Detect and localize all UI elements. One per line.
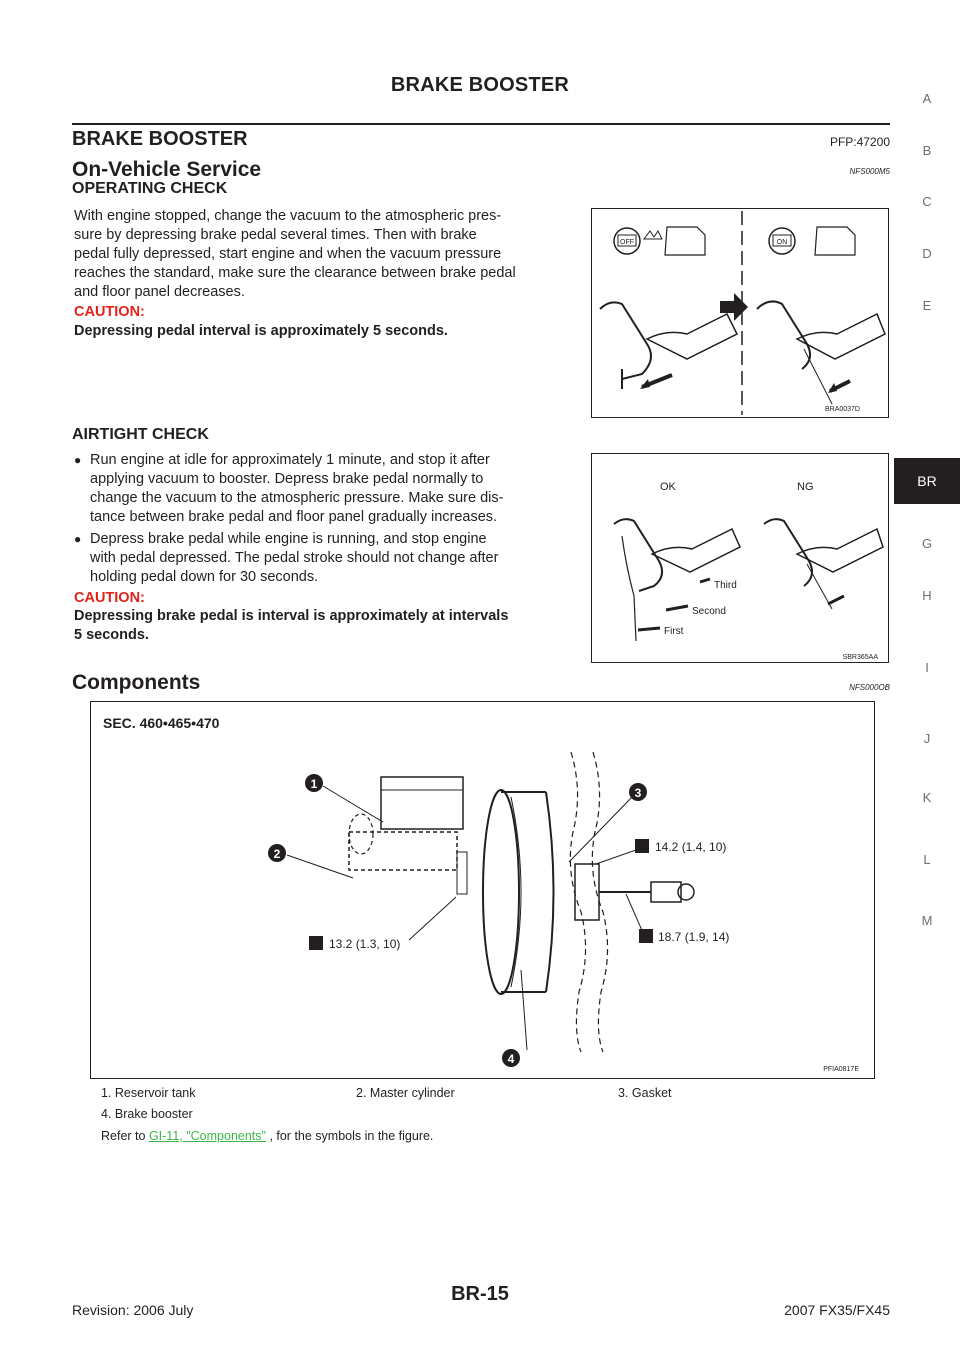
sec-label: SEC. 460•465•470 (103, 715, 220, 731)
text-line: sure by depressing brake pedal several times. Then with brake (74, 227, 477, 243)
text-line: 5 seconds. (74, 627, 149, 643)
torque-label-3: 18.7 (1.9, 14) (658, 930, 730, 944)
text-line: with pedal depressed. The pedal stroke should not change after (90, 550, 499, 566)
side-tab-m[interactable]: M (921, 913, 933, 928)
text-line: Depress brake pedal while engine is running, and stop engine (90, 531, 487, 547)
side-tab-h[interactable]: H (922, 588, 932, 603)
operating-check-figure (591, 208, 889, 418)
legend-item-3: 3. Gasket (618, 1086, 672, 1100)
on-label: ON (776, 239, 788, 246)
pfp-code: PFP:47200 (829, 135, 890, 149)
callout-3: 3 (634, 786, 642, 800)
side-tab-b[interactable]: B (922, 143, 932, 158)
caution-text (74, 607, 582, 645)
bullet-icon: ● (74, 532, 82, 546)
page-number: BR-15 (451, 1283, 509, 1305)
caution-text: Depressing pedal interval is approximately 5 seconds. (74, 323, 448, 339)
side-tab-j[interactable]: J (923, 731, 931, 746)
airtight-check-title: AIRTIGHT CHECK (72, 426, 209, 443)
ok-label: OK (660, 481, 676, 493)
ng-label: NG (797, 481, 814, 493)
text-line: reaches the standard, make sure the clearance between brake pedal (74, 265, 516, 281)
side-tab-e[interactable]: E (922, 298, 932, 313)
side-tab-a[interactable]: A (922, 91, 932, 106)
text-line: With engine stopped, change the vacuum to the atmospheric pres- (74, 208, 502, 224)
bullet-icon: ● (74, 453, 82, 467)
figure-id: PFIA0817E (823, 1066, 859, 1073)
legend-item-2: 2. Master cylinder (356, 1086, 455, 1100)
text-line: Depressing brake pedal is interval is approximately at intervals (74, 608, 509, 624)
third-label: Third (714, 580, 737, 591)
torque-label-2: 13.2 (1.3, 10) (329, 937, 401, 951)
side-tab-i[interactable]: I (925, 660, 929, 675)
text-line: change the vacuum to the atmospheric pressure. Make sure dis- (90, 490, 504, 506)
side-tab-d[interactable]: D (922, 246, 932, 261)
callout-2: 2 (273, 847, 281, 861)
refer-suffix: , for the symbols in the figure. (265, 1129, 434, 1143)
text-line: holding pedal down for 30 seconds. (90, 569, 319, 585)
caution-label: CAUTION: (74, 590, 145, 606)
caution-label: CAUTION: (74, 304, 145, 320)
footer-model: 2007 FX35/FX45 (784, 1302, 890, 1318)
text-line: and floor panel decreases. (74, 284, 245, 300)
figure-id: BRA0037D (824, 406, 860, 413)
operating-check-title: OPERATING CHECK (72, 180, 228, 197)
footer-revision: Revision: 2006 July (72, 1302, 194, 1318)
pedal-illustration (592, 209, 888, 417)
pedal-stroke-illustration (592, 454, 888, 662)
text-line: Run engine at idle for approximately 1 minute, and stop it after (90, 452, 490, 468)
components-code: NFS000OB (849, 683, 890, 692)
torque-label-1: 14.2 (1.4, 10) (655, 840, 727, 854)
components-reference-link[interactable]: GI-11, "Components" (148, 1129, 266, 1143)
text-line: pedal fully depressed, start engine and when the vacuum pressure (74, 246, 502, 262)
off-label: OFF (620, 239, 634, 246)
first-label: First (664, 626, 684, 637)
components-title: Components (72, 671, 201, 694)
side-tab-c[interactable]: C (922, 194, 932, 209)
text-line: tance between brake pedal and floor panel gradually increases. (90, 509, 498, 525)
legend-item-4: 4. Brake booster (101, 1107, 193, 1121)
legend-item-1: 1. Reservoir tank (101, 1086, 196, 1100)
on-vehicle-code: NFS000M5 (849, 167, 890, 176)
components-figure (90, 701, 875, 1079)
refer-note (101, 1129, 433, 1143)
text-line: applying vacuum to booster. Depress brake pedal normally to (90, 471, 484, 487)
airtight-check-figure (591, 453, 889, 663)
side-tab-g[interactable]: G (921, 536, 933, 551)
airtight-bullet-2 (74, 530, 582, 587)
second-label: Second (692, 606, 726, 617)
side-tab-k[interactable]: K (922, 790, 932, 805)
side-tab-l[interactable]: L (923, 852, 931, 867)
refer-prefix: Refer to (101, 1129, 149, 1143)
callout-1: 1 (310, 777, 318, 791)
airtight-bullet-1 (74, 451, 582, 527)
page-header-title: BRAKE BOOSTER (390, 74, 570, 96)
on-vehicle-title: On-Vehicle Service (72, 158, 262, 181)
section-title: BRAKE BOOSTER (72, 128, 248, 150)
callout-4: 4 (507, 1052, 515, 1066)
figure-id: SBR365AA (842, 654, 878, 661)
side-tab-br[interactable]: BR (894, 458, 960, 504)
brake-booster-diagram (91, 702, 874, 1078)
header-rule (72, 123, 890, 125)
operating-check-paragraph (74, 207, 582, 302)
